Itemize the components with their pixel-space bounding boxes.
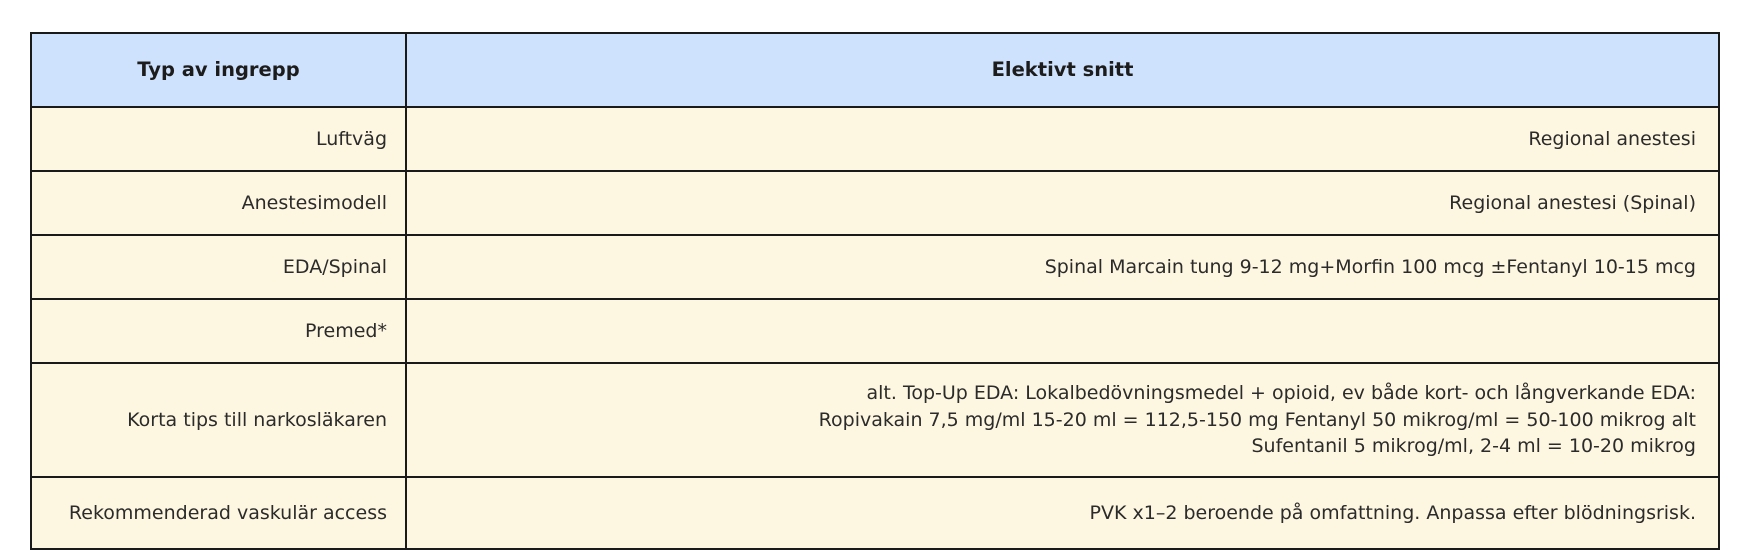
row-label-eda-spinal: EDA/Spinal	[31, 235, 406, 299]
value-line: Regional anestesi (Spinal)	[1449, 191, 1696, 214]
row-value-eda-spinal	[406, 235, 1719, 299]
table-row	[31, 107, 1719, 171]
value-line: alt. Top-Up EDA: Lokalbedövningsmedel + opioid, ev både kort- och långverkande EDA:	[866, 381, 1696, 404]
value-line: Sufentanil 5 mikrog/ml, 2-4 ml = 10-20 mikrog	[1251, 435, 1696, 458]
table-header-row	[31, 33, 1719, 107]
value-line: PVK x1–2 beroende på omfattning. Anpassa efter blödningsrisk.	[1089, 501, 1696, 524]
row-label-anesthesia-model: Anestesimodell	[31, 171, 406, 235]
row-value-vascular-access	[406, 477, 1719, 549]
row-label-tips: Korta tips till narkosläkaren	[31, 363, 406, 477]
value-line: Regional anestesi	[1528, 127, 1696, 150]
table-row	[31, 235, 1719, 299]
header-cell-type: Typ av ingrepp	[31, 33, 406, 107]
row-value-tips	[406, 363, 1719, 477]
value-line: Spinal Marcain tung 9-12 mg+Morfin 100 mcg ±Fentanyl 10-15 mcg	[1044, 255, 1696, 278]
row-label-premed: Premed*	[31, 299, 406, 363]
row-value-airway	[406, 107, 1719, 171]
row-label-airway: Luftväg	[31, 107, 406, 171]
table-row	[31, 171, 1719, 235]
row-value-anesthesia-model	[406, 171, 1719, 235]
procedure-table	[30, 32, 1720, 550]
header-cell-procedure: Elektivt snitt	[406, 33, 1719, 107]
row-value-premed	[406, 299, 1719, 363]
value-line: Ropivakain 7,5 mg/ml 15-20 ml = 112,5-150 mg Fentanyl 50 mikrog/ml = 50-100 mikrog alt	[818, 408, 1696, 431]
table-header	[31, 33, 1719, 107]
table-row	[31, 299, 1719, 363]
row-label-vascular-access: Rekommenderad vaskulär access	[31, 477, 406, 549]
table-row	[31, 363, 1719, 477]
table-row	[31, 477, 1719, 549]
table-body	[31, 107, 1719, 549]
